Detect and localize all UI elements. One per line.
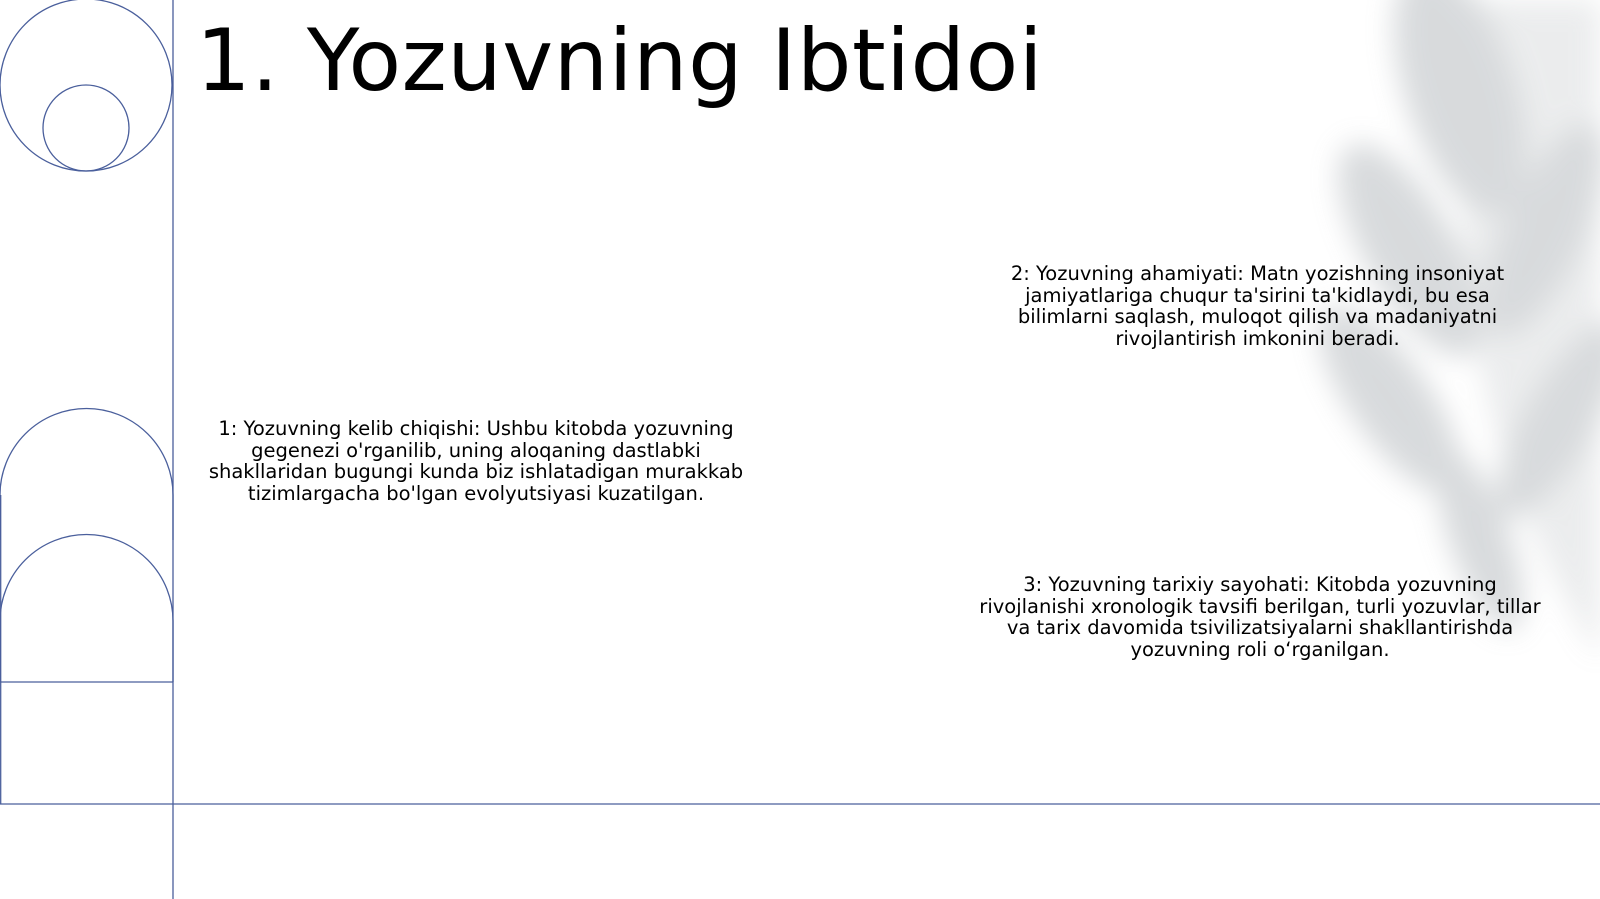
point-origin-text: 1: Yozuvning kelib chiqishi: Ushbu kitobda yozuvning gegenezi o'rganilib, uning aloqaning dastlabki shakllaridan bugungi kunda biz ishlatadigan murakkab tizimlargacha bo'lgan evolyutsiyasi kuzatilgan.	[208, 417, 744, 505]
lower-arch-outline	[0, 535, 173, 683]
small-circle-outline	[43, 85, 129, 171]
point-importance-text: 2: Yozuvning ahamiyati: Matn yozishning insoniyat jamiyatlariga chuqur ta'sirini ta'kidlaydi, bu esa bilimlarni saqlash, muloqot qilish va madaniyatni rivojlantirish imkonini beradi.	[1010, 262, 1505, 350]
point-history-text: 3: Yozuvning tarixiy sayohati: Kitobda yozuvning rivojlanishi xronologik tavsifi berilgan, turli yozuvlar, tillar va tarix davomida tsivilizatsiyalarni shakllantirishda yozuvning roli o‘rganilgan.	[979, 573, 1541, 661]
slide-title: 1. Yozuvning Ibtidoi	[196, 11, 1044, 111]
upper-arch-outline	[0, 409, 173, 541]
